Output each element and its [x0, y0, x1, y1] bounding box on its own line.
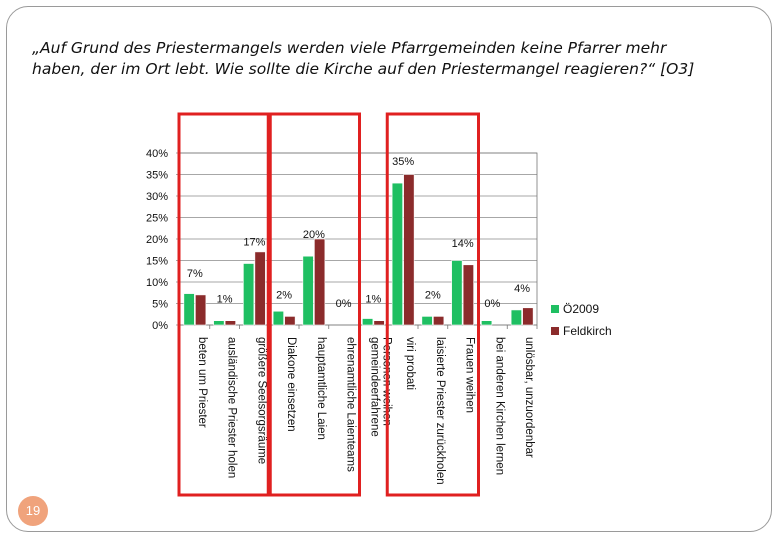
- data-label: 7%: [186, 267, 203, 280]
- bar-feldkirch: [195, 295, 206, 325]
- data-label: 0%: [484, 298, 501, 310]
- bar-feldkirch: [255, 252, 266, 325]
- x-category-label: viri probati: [404, 337, 417, 391]
- x-category-label: größere Seelsorgsräume: [255, 337, 268, 465]
- data-label: 35%: [392, 156, 415, 169]
- x-category-label: laisierte Priester zurückholen: [433, 337, 446, 485]
- data-label: 4%: [514, 282, 531, 295]
- bar-oe2009: [214, 321, 225, 325]
- data-label: 14%: [451, 237, 474, 250]
- data-label: 1%: [216, 293, 233, 306]
- data-label: 17%: [243, 236, 266, 249]
- legend-swatch: [551, 305, 559, 313]
- x-category-label: ausländische Priester holen: [225, 337, 238, 479]
- y-tick-label: 25%: [145, 212, 168, 225]
- x-category-label: hauptamtliche Laien: [314, 337, 327, 440]
- x-category-label: gemeindeerfahrene: [368, 337, 381, 437]
- x-category-label: unlösbar, unzuordenbar: [523, 337, 536, 458]
- bar-feldkirch: [433, 316, 444, 325]
- bar-feldkirch: [374, 321, 385, 325]
- x-category-label: Personen weihen: [380, 337, 393, 426]
- x-category-label: beten um Priester: [195, 337, 208, 428]
- bar-oe2009: [511, 310, 522, 325]
- bar-oe2009: [452, 261, 463, 326]
- bar-oe2009: [303, 256, 314, 325]
- y-tick-label: 20%: [145, 234, 168, 246]
- slide-number-badge: 19: [18, 496, 48, 526]
- y-tick-label: 35%: [145, 169, 168, 182]
- x-category-label: ehrenamtliche Laienteams: [344, 337, 357, 472]
- bar-oe2009: [273, 311, 284, 325]
- legend-swatch: [551, 327, 559, 335]
- data-label: 20%: [302, 229, 325, 242]
- data-label: 1%: [365, 293, 382, 306]
- x-category-label: Frauen weihen: [463, 337, 476, 414]
- bar-oe2009: [392, 183, 403, 325]
- bar-feldkirch: [285, 316, 296, 325]
- bar-oe2009: [422, 316, 433, 325]
- title-line-2: haben, der im Ort lebt. Wie sollte die Kirche auf den Priestermangel reagieren?“ [O3]: [32, 60, 695, 78]
- data-label: 2%: [424, 289, 441, 302]
- y-tick-label: 30%: [145, 191, 168, 203]
- y-tick-label: 40%: [145, 148, 168, 160]
- bar-feldkirch: [225, 321, 236, 325]
- legend-label: Feldkirch: [563, 324, 612, 338]
- x-category-label: Diakone einsetzen: [285, 337, 298, 432]
- bar-oe2009: [243, 264, 254, 325]
- bar-oe2009: [184, 294, 195, 325]
- bar-feldkirch: [404, 175, 415, 326]
- bar-feldkirch: [314, 239, 325, 325]
- bar-feldkirch: [523, 308, 534, 325]
- data-label: 2%: [276, 289, 293, 302]
- bar-feldkirch: [463, 265, 474, 325]
- y-tick-label: 15%: [145, 255, 168, 268]
- y-tick-label: 10%: [145, 277, 168, 289]
- legend-label: Ö2009: [563, 302, 600, 316]
- y-tick-label: 0%: [152, 320, 168, 332]
- x-category-label: bei anderen Kirchen lernen: [493, 337, 506, 476]
- data-label: 0%: [335, 298, 352, 310]
- title-line-1: „Auf Grund des Priestermangels werden viele Pfarrgemeinden keine Pfarrer mehr: [32, 39, 667, 57]
- bar-oe2009: [362, 319, 373, 325]
- y-tick-label: 5%: [152, 298, 168, 311]
- bar-oe2009: [481, 321, 492, 325]
